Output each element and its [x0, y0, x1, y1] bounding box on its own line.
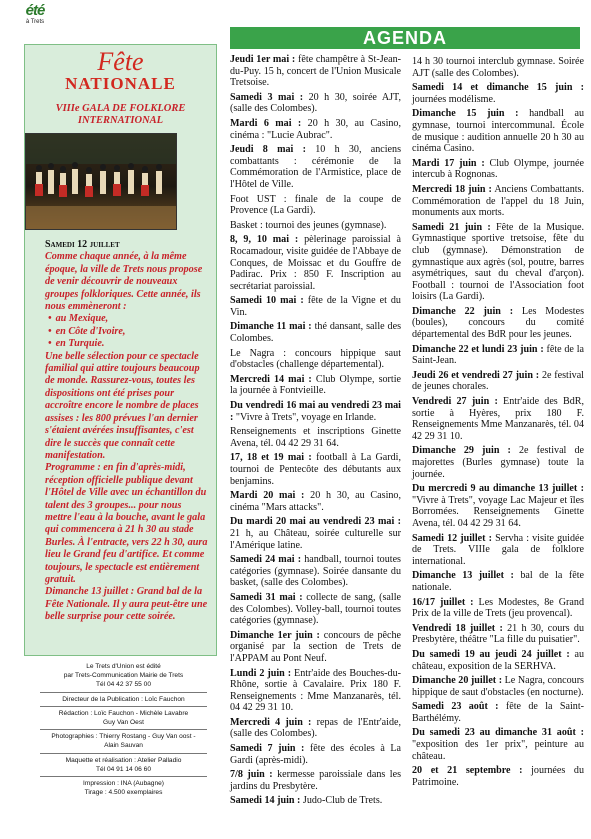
- agenda-entry-text: Servha : visite guidée de Trets. VIIIe gala de folklore international.: [412, 532, 584, 567]
- agenda-entry-text: 20 h 30, soirée AJT, (salle des Colombes).: [230, 91, 401, 115]
- agenda-entry-text: bal de la fête nationale.: [412, 570, 584, 593]
- agenda-entry-date: Dimanche 15 juin :: [412, 108, 519, 120]
- credit-line: Tél 04 91 14 06 60: [96, 765, 151, 773]
- agenda-entry: [412, 533, 584, 568]
- fete-para-1: Comme chaque année, à la même époque, la ville de Trets nous propose de venir découvrir de nouveaux groupes folkloriques. Cette année, ils nous emmèneront :: [45, 251, 203, 313]
- agenda-entry-text: handball au gymnase, tournoi intercommunal. École de musique : audition annuelle 20 h 30 au cinéma Casino.: [412, 108, 584, 155]
- agenda-entry: [412, 701, 584, 724]
- agenda-entry-text: 14 h 30 tournoi interclub gymnase. Soirée AJT (salle des Colombes).: [412, 56, 584, 79]
- credit-line: Tél 04 42 37 55 00: [96, 681, 151, 689]
- agenda-entry-date: 16/17 juillet :: [412, 596, 474, 608]
- agenda-entry: [230, 769, 401, 792]
- credit-line: Le Trets d'Union est édité: [86, 663, 161, 670]
- agenda-entry: [230, 92, 401, 115]
- agenda-entry: [230, 668, 401, 714]
- agenda-entry: [230, 795, 401, 807]
- agenda-entry-date: Samedi 31 mai :: [230, 591, 303, 603]
- agenda-entry-text: fête de la Saint-Barthélémy.: [412, 701, 584, 724]
- fete-title: [25, 49, 216, 101]
- country-list: [45, 313, 210, 350]
- agenda-entry-text: Judo-Club de Trets.: [300, 795, 383, 807]
- agenda-entry-text: Entr'aide des BdR, sortie à Hyères, prix 180 F. Renseignements Mme Manzanarès, tél. 04 42 29 31 10.: [412, 396, 584, 442]
- agenda-entry-date: Samedi 3 mai :: [230, 91, 304, 103]
- agenda-entry-text: 2e festival de jeunes chorales.: [412, 369, 584, 393]
- agenda-entry: [412, 108, 584, 154]
- agenda-entry-date: Dimanche 29 juin :: [412, 445, 511, 457]
- agenda-entry: [230, 54, 401, 89]
- agenda-entry-date: Mardi 20 mai :: [230, 490, 305, 502]
- agenda-entry-date: Samedi 14 et dimanche 15 juin :: [412, 82, 584, 94]
- agenda-entry-text: fête des écoles à La Gardi (après-midi).: [230, 743, 402, 766]
- agenda-entry-date: Dimanche 13 juillet :: [412, 570, 514, 582]
- agenda-entry: [230, 374, 401, 397]
- agenda-column-2: [412, 56, 584, 791]
- credits-divider: [40, 729, 207, 730]
- fete-nationale-title: NATIONALE: [65, 74, 176, 93]
- agenda-entry-text: Club Olympe, sortie la journée à Fontvieille.: [230, 373, 401, 397]
- agenda-entry-date: Samedi 14 juin :: [230, 795, 301, 807]
- agenda-entry-date: Samedi 10 mai :: [230, 295, 304, 307]
- agenda-entry: [230, 295, 401, 318]
- agenda-entry-text: Foot UST : finale de la coupe de Provence (La Gardi).: [230, 193, 401, 217]
- agenda-entry-date: Samedi 23 août :: [412, 701, 499, 713]
- agenda-entry-date: 8, 9, 10 mai :: [230, 234, 299, 246]
- agenda-entry-text: football à La Gardi, tournoi de Pentecôte des débutants aux benjamins.: [230, 452, 401, 487]
- agenda-entry: [230, 516, 401, 551]
- fete-description: [25, 239, 216, 624]
- credit-line: Guy Van Oest: [103, 719, 144, 727]
- agenda-entry-date: Samedi 24 mai :: [230, 554, 302, 566]
- agenda-entry-text: thé dansant, salle des Colombes.: [230, 321, 402, 345]
- agenda-entry-date: 7/8 juin :: [230, 769, 273, 781]
- agenda-entry: [230, 234, 401, 292]
- agenda-entry-text: 21 h 30, cours du Presbytère, théâtre "La fille du puisatier".: [412, 622, 584, 646]
- credit-line: Photographies : Thierry Rostang - Guy Van oost -: [51, 733, 196, 741]
- agenda-entry-date: Du vendredi 16 mai au vendredi 23 mai :: [230, 400, 401, 423]
- credit-line: Maquette et réalisation : Atelier Palladio: [65, 756, 182, 764]
- agenda-entry: [230, 490, 401, 513]
- agenda-entry: [230, 118, 401, 141]
- agenda-entry-date: Du samedi 23 au dimanche 31 août :: [412, 727, 584, 739]
- agenda-entry: [412, 727, 584, 762]
- agenda-entry-date: Du mardi 20 mai au vendredi 23 mai :: [230, 516, 401, 528]
- agenda-entry-date: Lundi 2 juin :: [230, 667, 292, 679]
- credits-divider: [40, 706, 207, 707]
- agenda-entry-date: Mercredi 14 mai :: [230, 373, 312, 385]
- agenda-entry: [412, 570, 584, 593]
- agenda-entry: [412, 158, 584, 181]
- agenda-entry: [230, 743, 401, 766]
- credit-line: Impression : INA (Aubagne): [83, 780, 164, 788]
- agenda-entry: [412, 483, 584, 529]
- credits-divider: [40, 692, 207, 693]
- agenda-column-1: [230, 54, 401, 810]
- agenda-entry-date: Mardi 6 mai :: [230, 117, 302, 129]
- agenda-entry: [412, 623, 584, 646]
- agenda-entry-date: Jeudi 8 mai :: [230, 144, 306, 156]
- credit-line: Rédaction : Loïc Fauchon - Michèle Lavabre: [58, 709, 189, 717]
- agenda-entry-text: "Vivre à Trets", voyage en Irlande.: [233, 411, 377, 423]
- agenda-entry-text: kermesse paroissiale dans les jardins du Presbytère.: [230, 769, 401, 792]
- fete-para-4: Dimanche 13 juillet : Grand bal de la Fête Nationale. Il y aura peut-être une belle surprise pour cette soirée.: [45, 586, 208, 623]
- logo-mark: été: [25, 2, 45, 19]
- agenda-entry-date: Mercredi 18 juin :: [412, 183, 492, 195]
- agenda-entry-date: Jeudi 1er mai :: [230, 54, 296, 65]
- agenda-entry-text: journées modélisme.: [412, 93, 496, 105]
- agenda-entry-date: Dimanche 22 juin :: [412, 305, 514, 317]
- country-item: • en Côte d'Ivoire,: [57, 326, 210, 338]
- agenda-header: AGENDA: [230, 27, 580, 49]
- fete-date: Samedi 12 juillet: [45, 239, 120, 250]
- agenda-entry-text: Anciens Combattants. Commémoration de l'appel du 18 Juin, monuments aux morts.: [412, 183, 584, 219]
- gala-line-1: VIIIe GALA DE FOLKLORE: [55, 103, 186, 114]
- agenda-entry-text: "exposition des 1er prix", peinture au château.: [412, 739, 584, 762]
- agenda-entry: [230, 194, 401, 217]
- credit-line: Directeur de la Publication : Loïc Fauchon: [62, 695, 185, 703]
- agenda-entry-text: concours de pêche organisé par la section de Trets de l'APPAM au Pont Neuf.: [230, 629, 401, 664]
- agenda-entry: [412, 82, 584, 105]
- agenda-entry-date: Vendredi 18 juillet :: [412, 622, 503, 634]
- fete-para-3: Programme : en fin d'après-midi, réception officielle publique devant l'Hôtel de Ville avec un échantillon du talent des 3 groupes... pour nous mettre l'eau à la bouche, avant le gala qui commencera à 21 h 30 au stade Burles. À l'entracte, vers 22 h 30, aura lieu le Grand feu d'artifice. Et comme toujours, le spectacle est entièrement gratuit.: [45, 462, 208, 585]
- fete-nationale-sidebar: [24, 44, 217, 656]
- agenda-entry-date: Dimanche 1er juin :: [230, 629, 320, 641]
- agenda-entry-date: Mercredi 4 juin :: [230, 716, 312, 728]
- agenda-entry: [230, 554, 401, 589]
- fete-para-2: Une belle sélection pour ce spectacle familial qui attire toujours beaucoup de monde. Rassurez-vous, toutes les dispositions ont été prises pour accroître encore le nombre de places assises : les 800 prévues l'an dernier s'étaient avérées insuffisantes, c'est dire le succès que connaît cette manifestation.: [45, 350, 200, 461]
- agenda-entry: [230, 717, 401, 740]
- agenda-entry-date: Samedi 12 juillet :: [412, 532, 492, 544]
- agenda-entry: [412, 344, 584, 367]
- agenda-entry-date: Dimanche 11 mai :: [230, 321, 312, 333]
- agenda-entry-text: journées du Patrimoine.: [412, 765, 584, 788]
- credit-line: Tirage : 4.500 exemplaires: [84, 789, 163, 797]
- agenda-entry-date: Jeudi 26 et vendredi 27 juin :: [412, 369, 540, 381]
- agenda-entry: [230, 144, 401, 190]
- agenda-entry-text: Entr'aide des Bouches-du-Rhône, sortie à Cavalaire. Prix 180 F. Renseignements : Mme Manzanarès, tél. 04 42 29 31 10.: [230, 667, 401, 714]
- agenda-entry-text: 20 h 30, au Casino, cinéma "Mars attacks".: [230, 490, 401, 513]
- credit-line: Alain Sauvan: [104, 742, 143, 750]
- agenda-entry-text: Club Olympe, journée intercub à Rognonas.: [412, 157, 584, 181]
- agenda-entry-date: Dimanche 22 et lundi 23 juin :: [412, 343, 544, 355]
- agenda-entry-text: fête de la Vigne et du Vin.: [230, 295, 401, 318]
- agenda-entry-text: fête champêtre à St-Jean-du-Puy. 15 h, concert de l'Union Musicale Tretsoise.: [230, 54, 401, 89]
- agenda-entry-text: Renseignements et inscriptions Ginette Avena, tél. 04 42 29 31 64.: [230, 426, 401, 449]
- agenda-entry-text: au château, exposition de la SERHVA.: [412, 648, 584, 672]
- agenda-entry: [412, 370, 584, 393]
- agenda-entry: [412, 396, 584, 442]
- agenda-entry-date: 20 et 21 septembre :: [412, 765, 523, 777]
- agenda-entry: [412, 56, 584, 79]
- agenda-entry: [230, 592, 401, 627]
- agenda-entry-date: 17, 18 et 19 mai :: [230, 452, 312, 464]
- agenda-entry-text: Fête de la Musique. Gymnastique sportive tretsoise, fête du club (gymnase). Démonstration de gymnastique aux agrès (sol, poutre, barres asymétriques, saut du cheval d'arçon). Football : tournoi de l'Association foot loisirs (La Gardi).: [412, 221, 584, 303]
- agenda-entry-date: Samedi 7 juin :: [230, 743, 305, 755]
- agenda-entry: [412, 649, 584, 672]
- agenda-entry-text: Les Modestes, 8e Grand Prix de la ville de Trets (jeu provencal).: [412, 596, 584, 620]
- agenda-entry: [230, 348, 401, 371]
- agenda-entry-date: Samedi 21 juin :: [412, 221, 491, 233]
- agenda-entry: [230, 426, 401, 449]
- agenda-entry-date: Vendredi 27 juin :: [412, 396, 498, 408]
- gala-line-2: INTERNATIONAL: [77, 115, 164, 126]
- agenda-entry-text: fête de la Saint-Jean.: [412, 343, 584, 367]
- logo: [22, 3, 48, 25]
- folklore-dancers-photo: [25, 133, 177, 230]
- logo-subtitle: à Trets: [25, 19, 45, 25]
- agenda-entry: [412, 597, 584, 620]
- agenda-entry-text: repas de l'Entr'aide, (salle des Colombes).: [230, 716, 401, 740]
- agenda-entry-text: 20 h 30, au Casino, cinéma : "Lucie Aubrac".: [230, 117, 401, 141]
- agenda-entry-text: Les Modestes (boules), concours du comité départemental des BdR pour les jeunes.: [412, 305, 585, 341]
- agenda-entry: [230, 400, 401, 423]
- agenda-entry-text: pèlerinage paroissial à Rocamadour, visite guidée de l'Abbaye de Conques, de Moissac et du Gouffre de Padirac. Prix : 850 F. Inscription au secrétariat paroissial.: [230, 234, 401, 292]
- agenda-entry-text: "Vivre à Trets", voyage Lac Majeur et îles Borromées. Renseignements Ginette Avena, tél. 04 42 29 31 64.: [412, 494, 584, 529]
- agenda-entry-date: Du mercredi 9 au dimanche 13 juillet :: [412, 483, 584, 495]
- agenda-entry-text: handball, tournoi toutes catégories (gymnase). Soirée dansante du basket, (salle des Colombes).: [230, 554, 401, 589]
- publication-credits: [30, 662, 217, 797]
- agenda-entry: [230, 630, 401, 665]
- agenda-entry: [412, 675, 584, 698]
- agenda-entry-text: 21 h, au Château, soirée culturelle sur l'Amérique latine.: [230, 527, 401, 551]
- agenda-entry: [412, 306, 584, 341]
- agenda-entry-text: 2e festival de majorettes (Burles gymnase) toute la journée.: [412, 445, 584, 480]
- agenda-entry: [230, 321, 401, 344]
- credits-divider: [40, 753, 207, 754]
- agenda-entry: [412, 445, 584, 480]
- agenda-entry-date: Mardi 17 juin :: [412, 157, 485, 169]
- agenda-entry-text: Le Nagra : concours hippique saut d'obstacles (challenge départemental).: [230, 347, 401, 371]
- country-item: • en Turquie.: [57, 338, 210, 350]
- gala-title: [25, 103, 216, 127]
- agenda-entry: [230, 220, 401, 232]
- agenda-entry: [230, 452, 401, 487]
- country-item: • au Mexique,: [57, 313, 210, 325]
- agenda-entry-text: Basket : tournoi des jeunes (gymnase).: [230, 219, 387, 231]
- agenda-entry: [412, 184, 584, 219]
- agenda-entry-text: Le Nagra, concours hippique de saut d'obstacles (en nocturne).: [412, 675, 584, 698]
- agenda-entry: [412, 765, 584, 788]
- agenda-entry-date: Dimanche 20 juillet :: [412, 675, 503, 687]
- agenda-entry-text: collecte de sang, (salle des Colombes). Volley-ball, tournoi toutes catégories (gymnase).: [230, 591, 401, 627]
- credits-divider: [40, 776, 207, 777]
- agenda-entry-date: Du samedi 19 au jeudi 24 juillet :: [412, 648, 570, 660]
- agenda-entry-text: 10 h 30, anciens combattants : cérémonie de la Commémoration de l'Armistice, place de l'Hôtel de Ville.: [230, 144, 402, 190]
- credit-line: par Trets-Communication Mairie de Trets: [63, 672, 184, 680]
- agenda-entry: [412, 222, 584, 303]
- fete-script-title: Fête: [97, 47, 144, 76]
